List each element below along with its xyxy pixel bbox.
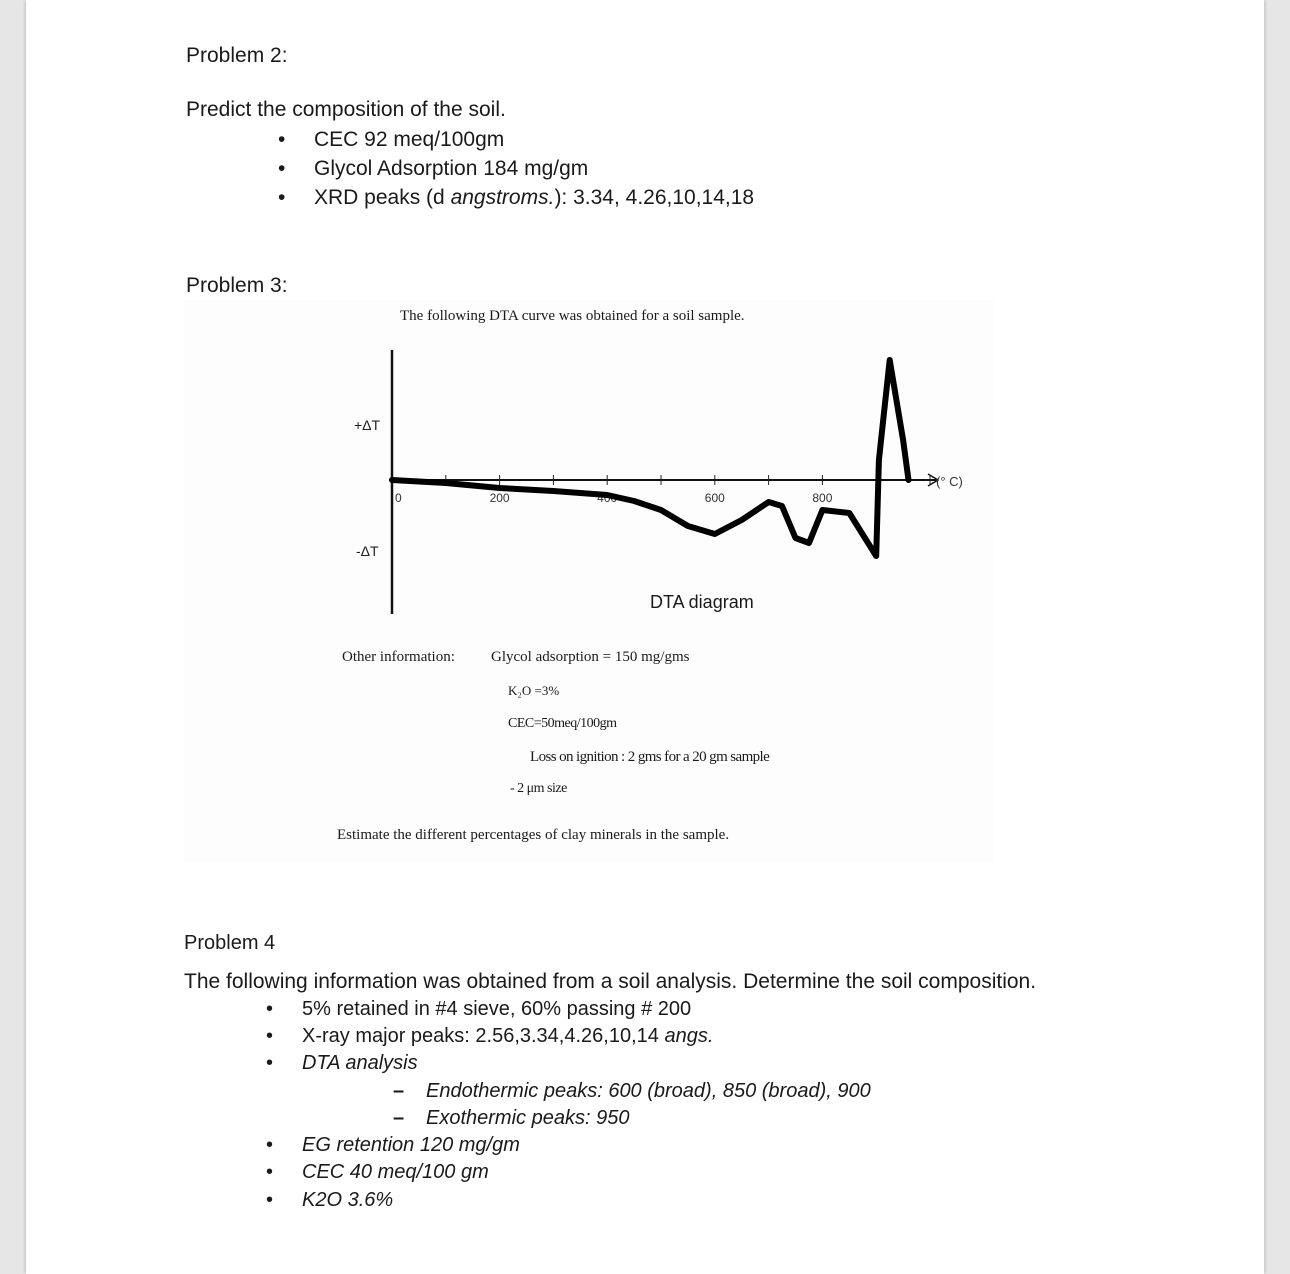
info-cec: CEC=50meq/100gm [508,716,617,731]
info-glycol: Glycol adsorption = 150 mg/gms [491,649,690,665]
problem-4-heading: Problem 4 [184,932,276,954]
bullet-icon: • [278,157,286,180]
xrd-unit: angstroms. [450,186,555,209]
problem-4-subbullet: Exothermic peaks: 950 [426,1107,630,1129]
dta-curve [392,360,909,556]
bullet-icon: • [278,128,286,151]
dta-figure [184,300,994,862]
problem-3-heading: Problem 3: [186,274,288,297]
bullet-icon: • [278,186,286,209]
minus-delta-t-label: -ΔT [356,543,379,559]
problem-4-bullet: DTA analysis [302,1052,418,1074]
xray-unit: angs. [664,1025,714,1047]
problem-4-bullet: 5% retained in #4 sieve, 60% passing # 200 [302,998,692,1020]
xray-text: X-ray major peaks: 2.56,3.34,4.26,10,14 [302,1025,665,1047]
document-page [26,0,1264,1274]
problem-2-heading: Problem 2: [186,44,288,67]
problem-4-bullet [302,1025,713,1048]
problem-4-intro: The following information was obtained from a soil analysis. Determine the soil composition. [184,970,1037,993]
dash-icon: – [393,1080,405,1102]
x-unit-label: (° C) [936,474,963,489]
bullet-icon: • [266,1134,274,1156]
x-tick-label: 400 [597,491,618,505]
x-tick-label: 0 [395,491,402,505]
bullet-icon: • [266,1189,274,1211]
x-tick-label: 600 [704,491,725,505]
info-k2o: K₂O =3% [508,683,560,698]
figure-caption: The following DTA curve was obtained for a soil sample. [400,308,745,324]
bullet-icon: • [266,1052,274,1074]
x-tick-label: 800 [812,491,833,505]
info-loi: Loss on ignition : 2 gms for a 20 gm sample [530,749,770,765]
diagram-title: DTA diagram [650,592,754,612]
problem-4-bullet: K2O 3.6% [302,1189,394,1211]
bullet-icon: • [266,1025,274,1047]
problem-2-bullet: Glycol Adsorption 184 mg/gm [314,157,589,180]
bullet-icon: • [266,1161,274,1183]
other-info-label: Other information: [342,649,455,665]
problem-4-subbullet: Endothermic peaks: 600 (broad), 850 (broad), 900 [426,1080,871,1102]
problem-4-bullet: CEC 40 meq/100 gm [302,1161,489,1183]
info-size: - 2 μm size [510,781,567,796]
plus-delta-t-label: +ΔT [354,417,381,433]
problem-2-bullet: CEC 92 meq/100gm [314,128,505,151]
problem-2-prompt: Predict the composition of the soil. [186,98,506,121]
dta-chart [184,340,994,670]
figure-question: Estimate the different percentages of clay minerals in the sample. [337,827,730,843]
dash-icon: – [393,1107,405,1129]
xrd-prefix: XRD peaks (d [314,186,451,209]
x-tick-label: 200 [489,491,510,505]
bullet-icon: • [266,998,274,1020]
problem-2-xrd [314,186,754,210]
xrd-values: ): 3.34, 4.26,10,14,18 [554,186,755,209]
problem-4-bullet: EG retention 120 mg/gm [302,1134,520,1156]
